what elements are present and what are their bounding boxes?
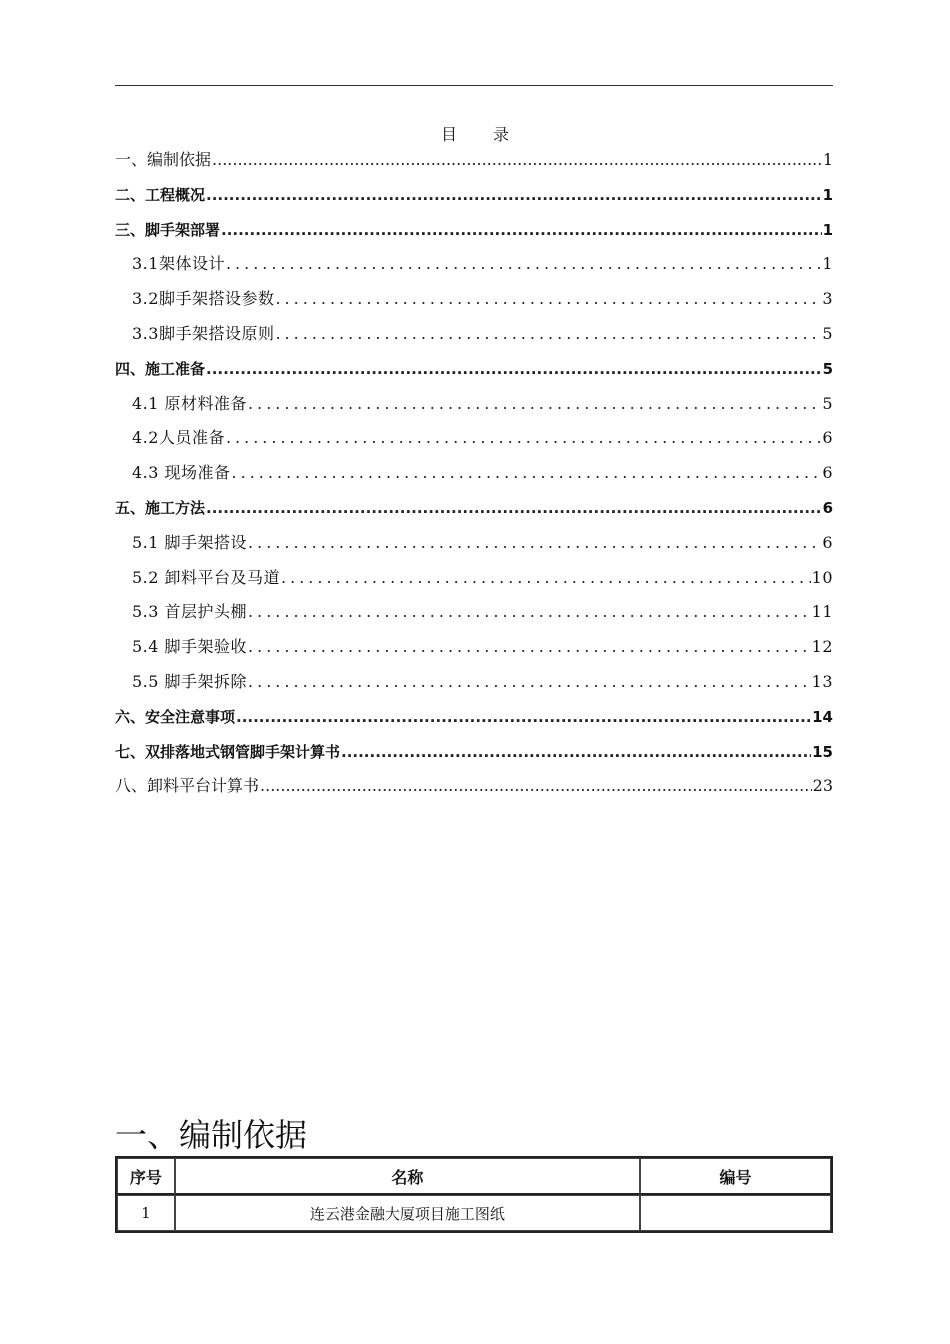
toc-title-right: 录 bbox=[493, 125, 510, 144]
toc-leader-dots bbox=[248, 394, 821, 414]
toc-entry[interactable] bbox=[115, 422, 833, 448]
toc-entry-label: 4.3 现场准备 bbox=[132, 463, 231, 483]
toc-entry[interactable] bbox=[115, 666, 833, 692]
cell-name: 连云港金融大厦项目施工图纸 bbox=[175, 1195, 640, 1231]
toc-entry-label: 五、施工方法 bbox=[115, 499, 206, 517]
header-code: 编号 bbox=[640, 1158, 831, 1195]
cell-index: 1 bbox=[117, 1195, 175, 1231]
toc-entry[interactable] bbox=[115, 562, 833, 588]
toc-entry-page: 5 bbox=[822, 393, 833, 413]
header-rule bbox=[115, 85, 833, 86]
toc-entry[interactable] bbox=[115, 214, 833, 240]
toc-entry[interactable] bbox=[115, 492, 833, 518]
toc-entry[interactable] bbox=[115, 318, 833, 344]
toc-entry-page: 12 bbox=[811, 637, 833, 657]
toc-leader-dots bbox=[275, 289, 821, 309]
toc-entry-label: 3.1架体设计 bbox=[132, 254, 225, 274]
toc-entry-page: 5 bbox=[822, 359, 833, 378]
toc-leader-dots bbox=[248, 637, 811, 657]
toc-entry-page: 14 bbox=[812, 707, 833, 726]
toc-entry-page: 6 bbox=[822, 499, 833, 517]
toc-entry-page: 23 bbox=[812, 776, 833, 796]
toc-entry-label: 5.1 脚手架搭设 bbox=[132, 532, 248, 552]
toc-leader-dots bbox=[206, 359, 822, 379]
toc-entry-label: 八、卸料平台计算书 bbox=[115, 776, 260, 796]
toc-entry-label: 5.2 卸料平台及马道 bbox=[132, 567, 281, 587]
toc-entry[interactable] bbox=[115, 144, 833, 170]
toc-leader-dots bbox=[206, 185, 822, 205]
basis-table bbox=[115, 1156, 833, 1233]
toc-leader-dots bbox=[221, 220, 822, 240]
toc-entry[interactable] bbox=[115, 631, 833, 657]
toc-leader-dots bbox=[226, 254, 821, 274]
toc-entry-label: 六、安全注意事项 bbox=[115, 707, 236, 726]
toc-entry-label: 5.5 脚手架拆除 bbox=[132, 672, 248, 691]
toc-leader-dots bbox=[275, 324, 821, 344]
toc-entry-label: 4.1 原材料准备 bbox=[132, 393, 248, 413]
toc-leader-dots bbox=[226, 428, 821, 448]
toc-entry-page: 1 bbox=[822, 254, 833, 274]
toc-entry-page: 15 bbox=[812, 742, 833, 761]
toc-leader-dots bbox=[260, 776, 812, 796]
section-heading: 一、编制依据 bbox=[115, 1116, 308, 1154]
toc-leader-dots bbox=[206, 498, 822, 518]
toc-leader-dots bbox=[232, 463, 822, 483]
toc-entry-label: 四、施工准备 bbox=[115, 359, 206, 378]
toc-entry-label: 5.3 首层护头棚 bbox=[132, 602, 248, 622]
toc-entry-page: 6 bbox=[822, 532, 833, 552]
toc-entry[interactable] bbox=[115, 701, 833, 727]
toc-entry-label: 七、双排落地式钢管脚手架计算书 bbox=[115, 742, 341, 761]
toc-entry[interactable] bbox=[115, 736, 833, 762]
table-header-row bbox=[117, 1158, 831, 1195]
toc-entry[interactable] bbox=[115, 527, 833, 553]
table-row bbox=[117, 1195, 831, 1231]
header-index: 序号 bbox=[117, 1158, 175, 1195]
toc-entry-page: 1 bbox=[822, 220, 833, 239]
toc-leader-dots bbox=[341, 742, 811, 762]
toc-entry[interactable] bbox=[115, 770, 833, 796]
toc-entry-page: 1 bbox=[822, 150, 833, 169]
toc-entry-page: 10 bbox=[811, 567, 833, 587]
toc-entry[interactable] bbox=[115, 388, 833, 414]
toc-leader-dots bbox=[236, 707, 811, 727]
toc-entry[interactable] bbox=[115, 179, 833, 205]
toc-entry-page: 13 bbox=[811, 672, 833, 691]
toc-entry-page: 3 bbox=[822, 289, 833, 309]
toc-entry-page: 5 bbox=[822, 324, 833, 343]
toc-leader-dots bbox=[281, 568, 811, 588]
toc-title bbox=[0, 122, 950, 145]
cell-code bbox=[640, 1195, 831, 1231]
toc-entry-page: 1 bbox=[822, 185, 833, 204]
header-name: 名称 bbox=[175, 1158, 640, 1195]
toc-entry[interactable] bbox=[115, 457, 833, 483]
toc-entry[interactable] bbox=[115, 353, 833, 379]
toc-leader-dots bbox=[248, 672, 811, 692]
toc-entry-label: 3.2脚手架搭设参数 bbox=[132, 289, 275, 309]
toc-leader-dots bbox=[248, 602, 811, 622]
toc-entry-label: 三、脚手架部署 bbox=[115, 220, 221, 239]
toc-entry-page: 6 bbox=[822, 463, 833, 483]
toc-entry-page: 11 bbox=[811, 602, 833, 622]
toc-entry-label: 二、工程概况 bbox=[115, 185, 206, 204]
toc-entry[interactable] bbox=[115, 283, 833, 309]
toc-entry-label: 3.3脚手架搭设原则 bbox=[132, 324, 275, 343]
toc-entry-label: 5.4 脚手架验收 bbox=[132, 637, 248, 657]
toc-entry[interactable] bbox=[115, 248, 833, 274]
toc-entry[interactable] bbox=[115, 596, 833, 622]
toc-entry-label: 一、编制依据 bbox=[115, 150, 212, 169]
toc-title-left: 目 bbox=[440, 125, 457, 144]
toc-leader-dots bbox=[212, 150, 822, 170]
toc-entry-label: 4.2人员准备 bbox=[132, 428, 225, 448]
toc-leader-dots bbox=[248, 533, 821, 553]
toc-entry-page: 6 bbox=[822, 428, 833, 448]
